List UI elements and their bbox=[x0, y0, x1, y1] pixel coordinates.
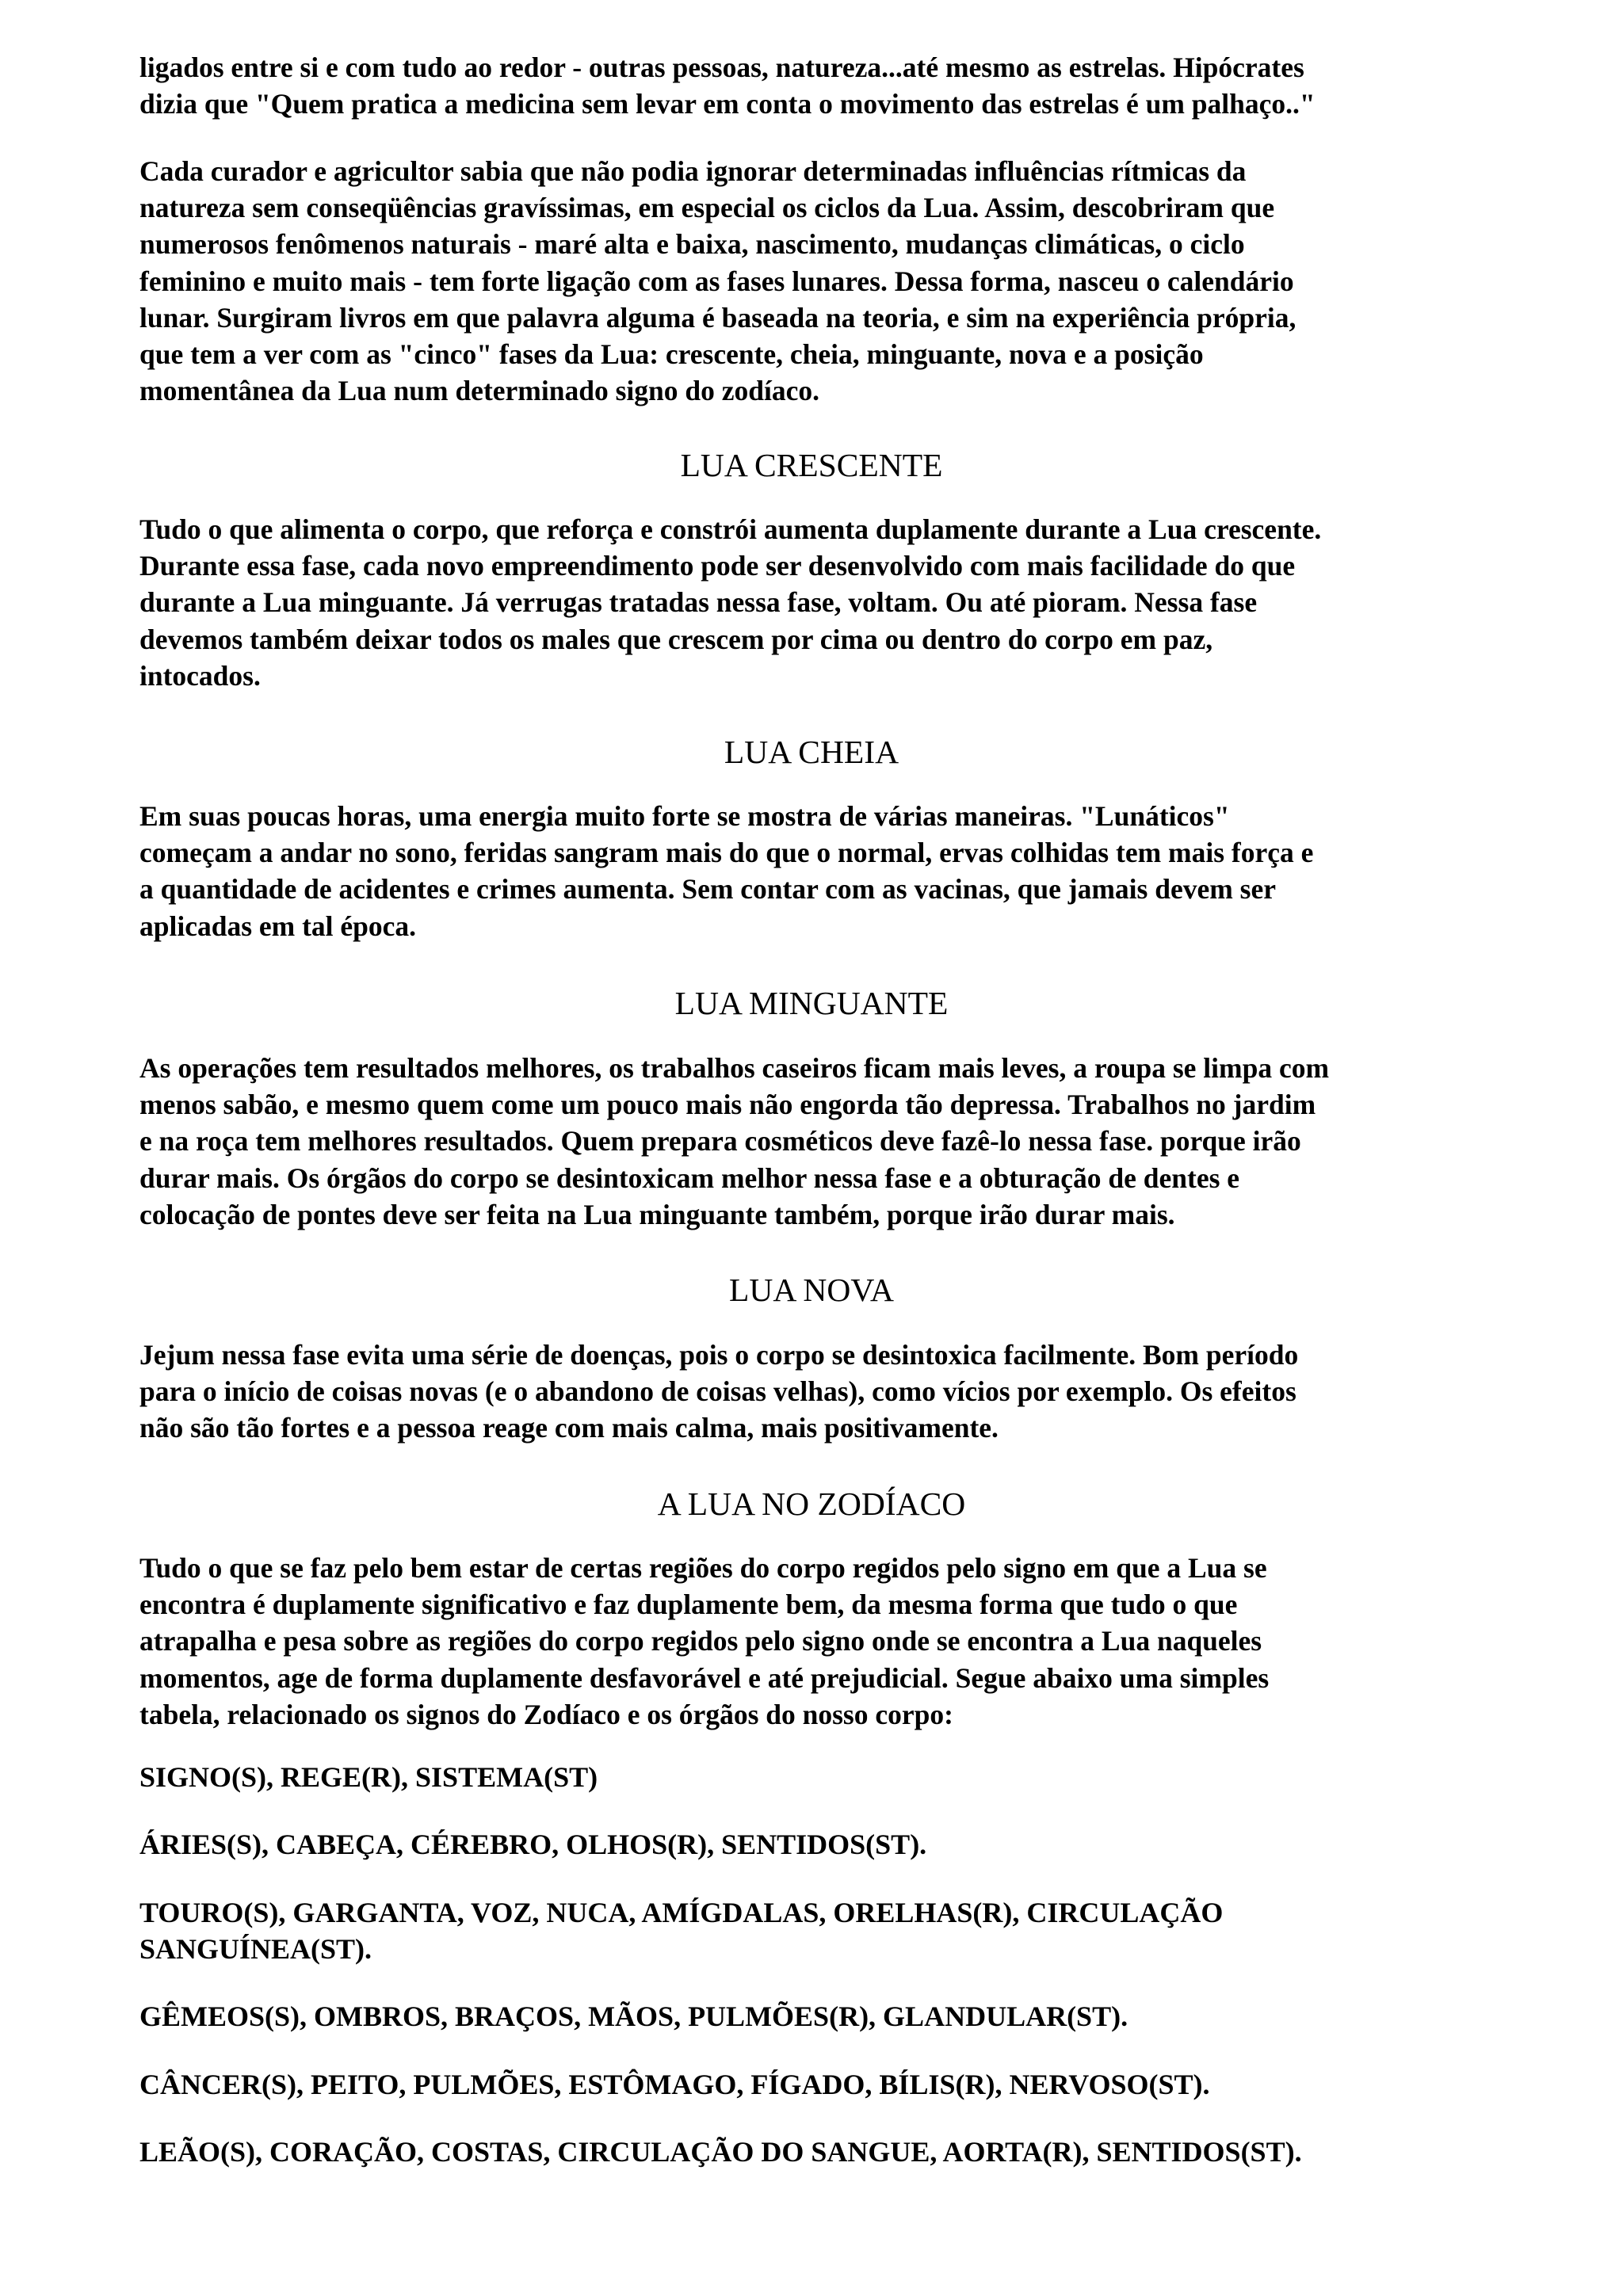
paragraph-lua-no-zodiaco: Tudo o que se faz pelo bem estar de certas regiões do corpo regidos pelo signo em que a Lua se encontra é duplamente significativo e faz duplamente bem, da mesma forma que tudo o que atrapalha e pesa sobre as regiões do corpo regidos pelo signo onde se encontra a Lua naqueles momentos, age de forma duplamente desfavorável e até prejudicial. Segue abaixo uma simples tabela, relacionado os signos do Zodíaco e os órgãos do nosso corpo: bbox=[139, 1552, 1270, 1730]
table-line-cancer: CÂNCER(S), PEITO, PULMÕES, ESTÔMAGO, FÍGADO, BÍLIS(R), NERVOSO(ST). bbox=[139, 2069, 1210, 2100]
heading-lua-cheia: LUA CHEIA bbox=[724, 734, 899, 770]
intro-paragraph-1: ligados entre si e com tudo ao redor - outras pessoas, natureza...até mesmo as estrelas. Hipócrates dizia que "Quem pratica a medicina sem levar em conta o movimento das estrelas é um palhaço.." bbox=[139, 51, 1316, 120]
paragraph-lua-cheia: Em suas poucas horas, uma energia muito forte se mostra de várias maneiras. "Lunáticos" começam a andar no sono, feridas sangram mais do que o normal, ervas colhidas tem mais força e a quantidade de acidentes e crimes aumenta. Sem contar com as vacinas, que jamais devem ser aplicadas em tal época. bbox=[139, 800, 1314, 942]
table-line-gemeos: GÊMEOS(S), OMBROS, BRAÇOS, MÃOS, PULMÕES(R), GLANDULAR(ST). bbox=[139, 2000, 1128, 2032]
paragraph-lua-nova: Jejum nessa fase evita uma série de doenças, pois o corpo se desintoxica facilmente. Bom período para o início de coisas novas (e o abandono de coisas velhas), como vícios por exemplo. Os efeitos não são tão fortes e a pessoa reage com mais calma, mais positivamente. bbox=[139, 1339, 1299, 1444]
heading-lua-no-zodiaco: A LUA NO ZODÍACO bbox=[657, 1486, 966, 1522]
heading-lua-nova: LUA NOVA bbox=[729, 1272, 894, 1308]
table-line-touro: TOURO(S), GARGANTA, VOZ, NUCA, AMÍGDALAS, ORELHAS(R), CIRCULAÇÃO SANGUÍNEA(ST). bbox=[139, 1897, 1224, 1965]
heading-lua-minguante: LUA MINGUANTE bbox=[674, 985, 949, 1021]
paragraph-lua-crescente: Tudo o que alimenta o corpo, que reforça e constrói aumenta duplamente durante a Lua crescente. Durante essa fase, cada novo empreendimento pode ser desenvolvido com mais facilidade do que durante a Lua minguante. Já verrugas tratadas nessa fase, voltam. Ou até pioram. Nessa fase devemos também deixar todos os males que crescem por cima ou dentro do corpo em paz, intocados. bbox=[139, 513, 1322, 692]
heading-lua-crescente: LUA CRESCENTE bbox=[680, 447, 943, 483]
intro-paragraph-2: Cada curador e agricultor sabia que não podia ignorar determinadas influências rítmicas da natureza sem conseqüências gravíssimas, em especial os ciclos da Lua. Assim, descobriram que numerosos fenômenos naturais - maré alta e baixa, nascimento, mudanças climáticas, o ciclo feminino e muito mais - tem forte ligação com as fases lunares. Dessa forma, nasceu o calendário lunar. Surgiram livros em que palavra alguma é baseada na teoria, e sim na experiência própria, que tem a ver com as "cinco" fases da Lua: crescente, cheia, minguante, nova e a posição momentânea da Lua num determinado signo do zodíaco. bbox=[139, 155, 1296, 407]
table-header-line: SIGNO(S), REGE(R), SISTEMA(ST) bbox=[139, 1761, 598, 1793]
table-line-leao: LEÃO(S), CORAÇÃO, COSTAS, CIRCULAÇÃO DO SANGUE, AORTA(R), SENTIDOS(ST). bbox=[139, 2136, 1302, 2168]
paragraph-lua-minguante: As operações tem resultados melhores, os trabalhos caseiros ficam mais leves, a roupa se limpa com menos sabão, e mesmo quem come um pouco mais não engorda tão depressa. Trabalhos no jardim e na roça tem melhores resultados. Quem prepara cosméticos deve fazê-lo nessa fase. porque irão durar mais. Os órgãos do corpo se desintoxicam melhor nessa fase e a obturação de dentes e colocação de pontes deve ser feita na Lua minguante também, porque irão durar mais. bbox=[139, 1052, 1330, 1230]
table-line-aries: ÁRIES(S), CABEÇA, CÉREBRO, OLHOS(R), SENTIDOS(ST). bbox=[139, 1829, 927, 1860]
